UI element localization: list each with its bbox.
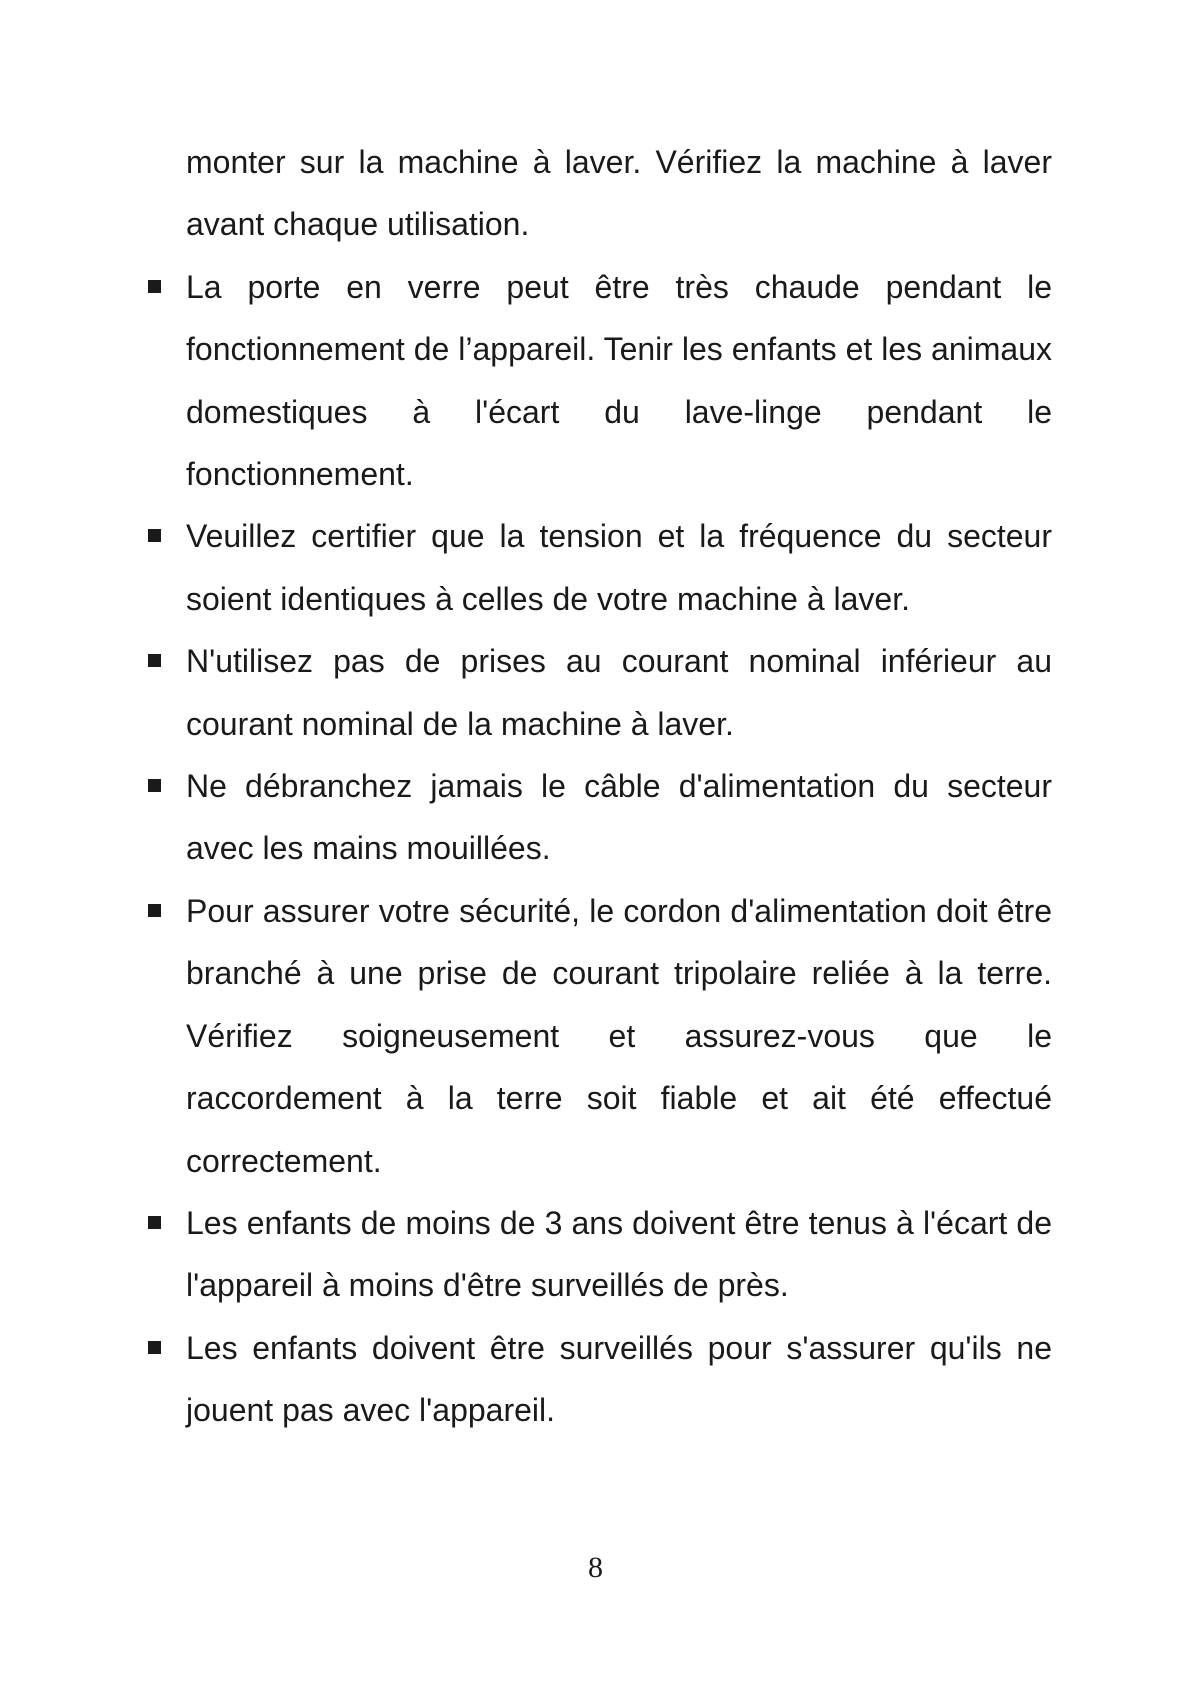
square-bullet-icon xyxy=(148,779,161,792)
list-item xyxy=(186,880,1052,1192)
page-number: 8 xyxy=(588,1551,603,1584)
list-item xyxy=(186,755,1052,880)
list-item xyxy=(186,256,1052,506)
square-bullet-icon xyxy=(148,529,161,542)
list-item-text: Veuillez certifier que la tension et la fréquence du secteur soient identiques à celles de votre machine à laver. xyxy=(186,518,1052,617)
list-item-text: Pour assurer votre sécurité, le cordon d'alimentation doit être branché à une prise de courant tripolaire reliée à la terre. Vérifiez soigneusement et assurez-vous que le raccordement à la terre soit fiable et ait été effectué correctement. xyxy=(186,892,1052,1179)
continuation-paragraph: monter sur la machine à laver. Vérifiez la machine à laver avant chaque utilisation. xyxy=(186,144,1052,243)
list-item-text: Les enfants de moins de 3 ans doivent être tenus à l'écart de l'appareil à moins d'être surveillés de près. xyxy=(186,1204,1052,1304)
square-bullet-icon xyxy=(148,904,161,917)
list-item-text: Ne débranchez jamais le câble d'alimentation du secteur avec les mains mouillées. xyxy=(186,768,1052,867)
square-bullet-icon xyxy=(148,1341,161,1354)
list-item xyxy=(186,630,1052,755)
square-bullet-icon xyxy=(148,654,161,667)
square-bullet-icon xyxy=(148,280,161,293)
safety-instructions xyxy=(186,131,1052,1442)
list-item xyxy=(186,1192,1052,1317)
list-item-text: La porte en verre peut être très chaude pendant le fonctionnement de l’appareil. Tenir les enfants et les animaux domestiques à l'écart du lave-linge pendant le fonctionnement. xyxy=(186,268,1052,493)
list-item-text: N'utilisez pas de prises au courant nominal inférieur au courant nominal de la machine à laver. xyxy=(186,643,1052,742)
list-item xyxy=(186,505,1052,630)
list-item xyxy=(186,1317,1052,1442)
list-item-text: Les enfants doivent être surveillés pour s'assurer qu'ils ne jouent pas avec l'appareil. xyxy=(186,1329,1052,1429)
square-bullet-icon xyxy=(148,1216,161,1229)
